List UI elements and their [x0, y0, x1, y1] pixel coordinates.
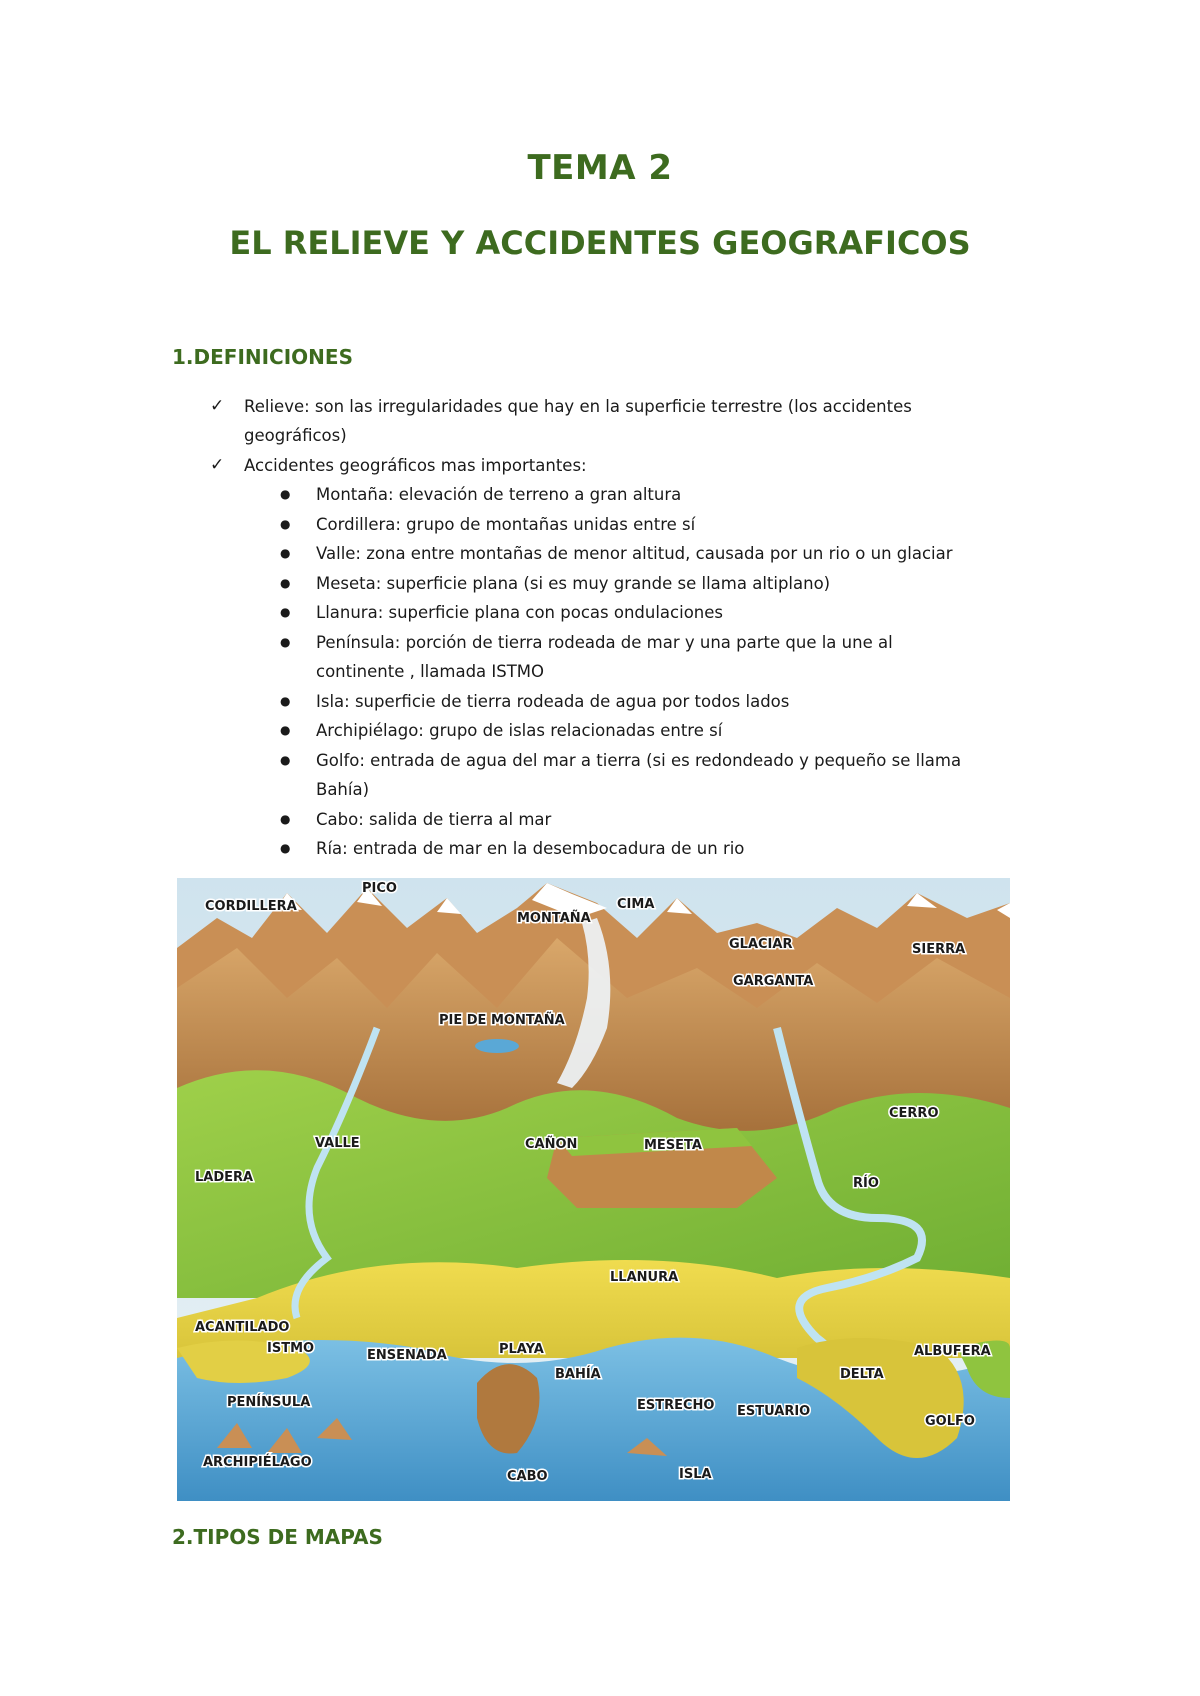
bullet-text: Bahía) [316, 780, 370, 799]
label-golfo: GOLFO [925, 1414, 975, 1429]
list-item-text: Accidentes geográficos mas importantes: [244, 456, 587, 475]
label-ensenada: ENSENADA [367, 1348, 447, 1363]
label-archipielago: ARCHIPIÉLAGO [203, 1455, 312, 1470]
bullet-text: continente , llamada ISTMO [316, 662, 545, 681]
label-playa: PLAYA [499, 1342, 544, 1357]
bullet-icon: ● [280, 605, 291, 619]
bullet-icon: ● [280, 546, 291, 560]
label-albufera: ALBUFERA [914, 1344, 991, 1359]
label-pie-montana: PIE DE MONTAÑA [439, 1013, 565, 1028]
label-istmo: ISTMO [267, 1341, 315, 1356]
bullet-text: Valle: zona entre montañas de menor altitud, causada por un rio o un glaciar [316, 544, 953, 563]
checkmark-icon: ✓ [210, 455, 225, 475]
section-heading-tipos-de-mapas: 2.TIPOS DE MAPAS [172, 1525, 383, 1549]
label-acantilado: ACANTILADO [195, 1320, 290, 1335]
bullet-icon: ● [280, 753, 291, 767]
label-cabo: CABO [507, 1469, 548, 1484]
label-estuario: ESTUARIO [737, 1404, 811, 1419]
bullet-text: Meseta: superficie plana (si es muy grande se llama altiplano) [316, 574, 831, 593]
label-bahia: BAHÍA [555, 1367, 601, 1382]
document-title: TEMA 2 [527, 148, 673, 188]
bullet-icon: ● [280, 694, 291, 708]
bullet-icon: ● [280, 487, 291, 501]
bullet-text: Golfo: entrada de agua del mar a tierra (si es redondeado y pequeño se llama [316, 751, 962, 770]
label-peninsula: PENÍNSULA [227, 1395, 311, 1410]
label-canon: CAÑON [525, 1137, 578, 1152]
list-item-text: geográficos) [244, 426, 347, 445]
label-delta: DELTA [840, 1367, 884, 1382]
label-montana: MONTAÑA [517, 911, 591, 926]
relief-illustration [177, 878, 1010, 1501]
label-pico: PICO [362, 881, 397, 896]
label-cordillera: CORDILLERA [205, 899, 297, 914]
label-ladera: LADERA [195, 1170, 254, 1185]
bullet-icon: ● [280, 517, 291, 531]
checkmark-icon: ✓ [210, 396, 225, 416]
label-estrecho: ESTRECHO [637, 1398, 715, 1413]
label-sierra: SIERRA [912, 942, 966, 957]
bullet-text: Cabo: salida de tierra al mar [316, 810, 552, 829]
bullet-text: Península: porción de tierra rodeada de mar y una parte que la une al [316, 633, 893, 652]
bullet-text: Cordillera: grupo de montañas unidas entre sí [316, 515, 696, 534]
label-llanura: LLANURA [610, 1270, 679, 1285]
section-heading-definiciones: 1.DEFINICIONES [172, 345, 353, 369]
bullet-text: Llanura: superficie plana con pocas ondulaciones [316, 603, 723, 622]
label-valle: VALLE [315, 1136, 360, 1151]
bullet-icon: ● [280, 812, 291, 826]
label-meseta: MESETA [644, 1138, 702, 1153]
bullet-icon: ● [280, 723, 291, 737]
label-cima: CIMA [617, 897, 655, 912]
list-item-text: Relieve: son las irregularidades que hay en la superficie terrestre (los accidentes [244, 397, 912, 416]
bullet-text: Archipiélago: grupo de islas relacionadas entre sí [316, 721, 723, 740]
mountain-lake [475, 1039, 519, 1053]
bullet-text: Montaña: elevación de terreno a gran altura [316, 485, 682, 504]
bullet-icon: ● [280, 576, 291, 590]
label-garganta: GARGANTA [733, 974, 814, 989]
relief-illustration-svg [177, 878, 1010, 1501]
label-isla: ISLA [679, 1467, 712, 1482]
bullet-icon: ● [280, 841, 291, 855]
label-rio: RÍO [853, 1176, 879, 1191]
label-glaciar: GLACIAR [729, 937, 793, 952]
label-cerro: CERRO [889, 1106, 939, 1121]
document-subtitle: EL RELIEVE Y ACCIDENTES GEOGRAFICOS [229, 224, 971, 262]
bullet-icon: ● [280, 635, 291, 649]
bullet-text: Ría: entrada de mar en la desembocadura de un rio [316, 839, 745, 858]
bullet-text: Isla: superficie de tierra rodeada de agua por todos lados [316, 692, 790, 711]
